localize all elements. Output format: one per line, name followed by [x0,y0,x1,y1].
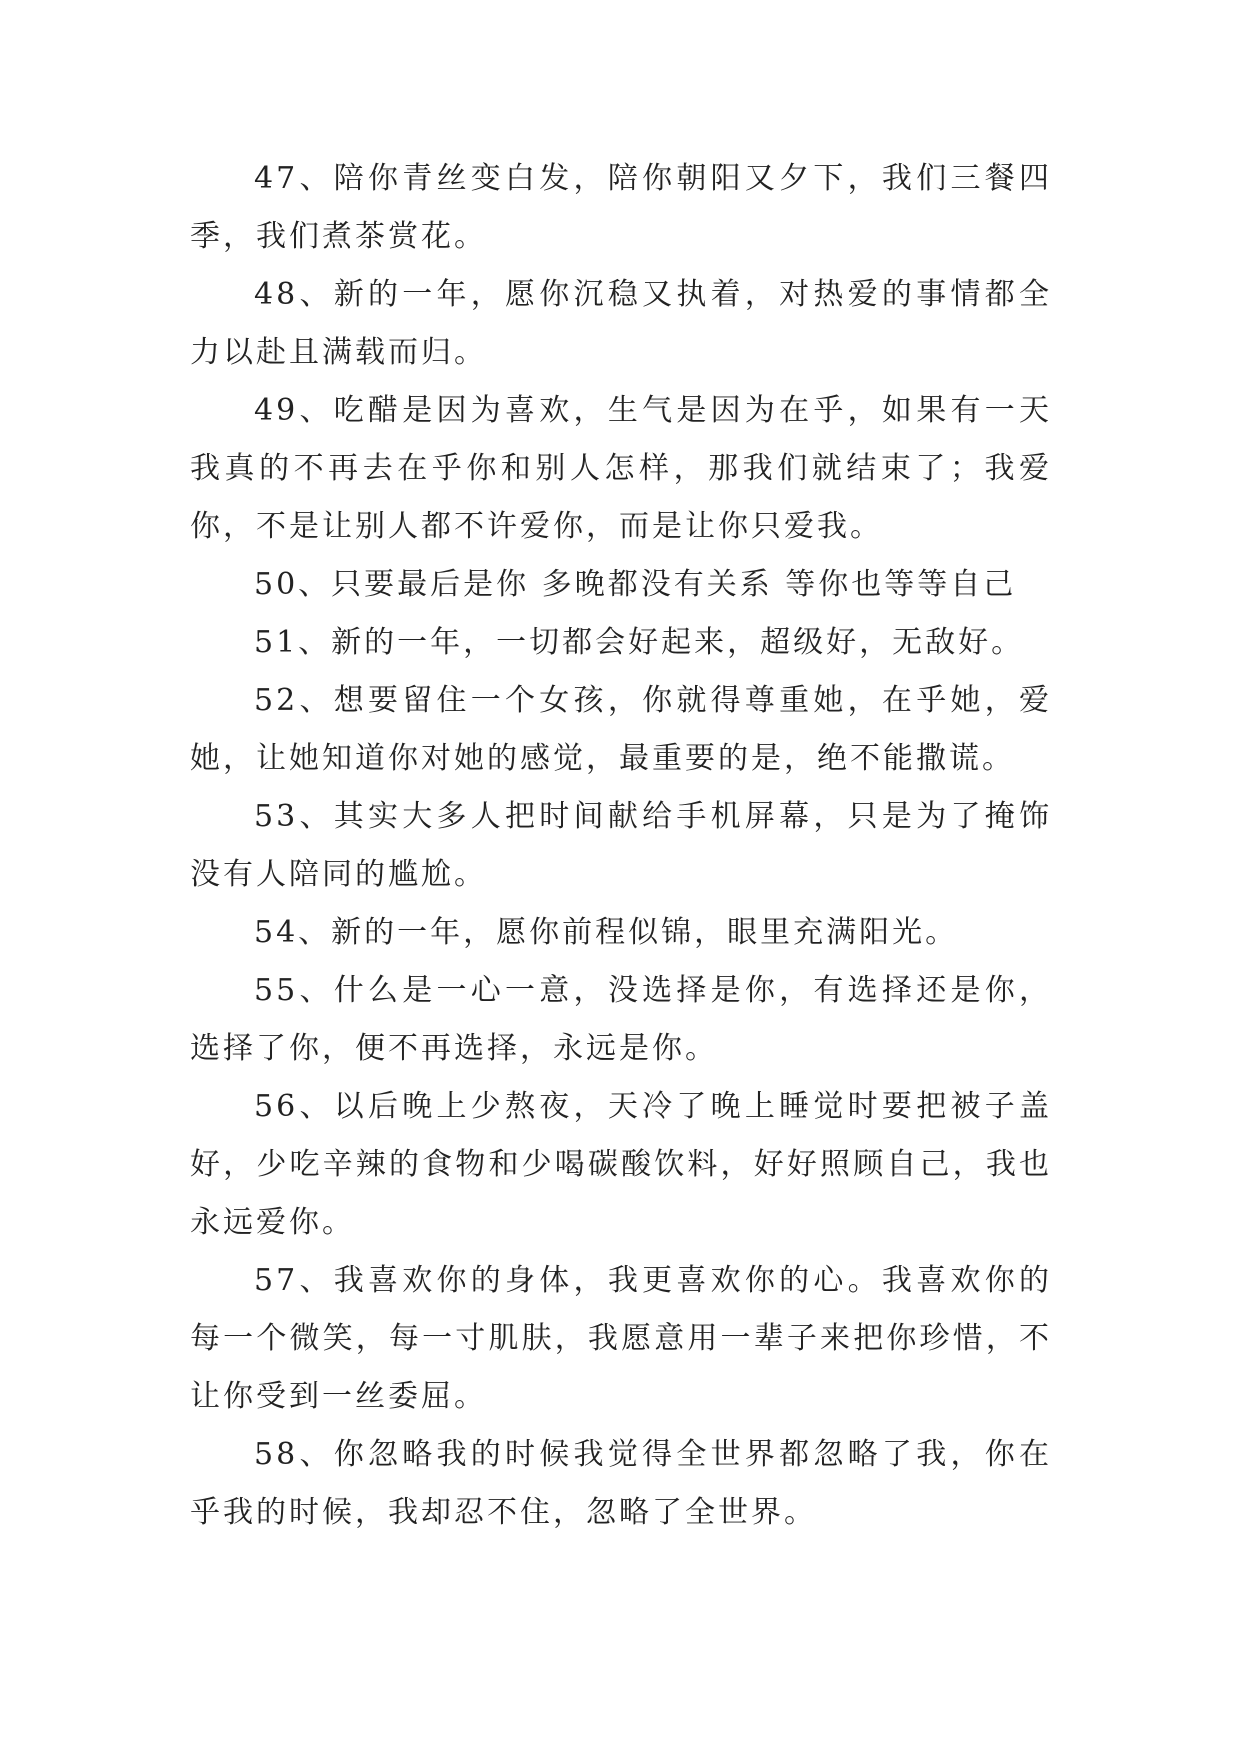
paragraph-48: 48、新的一年，愿你沉稳又执着，对热爱的事情都全力以赴且满载而归。 [190,277,1052,370]
paragraph-50: 50、只要最后是你 多晚都没有关系 等你也等等自己 [254,567,1017,602]
paragraph-58: 58、你忽略我的时候我觉得全世界都忽略了我，你在乎我的时候，我却忍不住，忽略了全世界。 [190,1437,1052,1530]
paragraph-57: 57、我喜欢你的身体，我更喜欢你的心。我喜欢你的每一个微笑，每一寸肌肤，我愿意用一辈子来把你珍惜，不让你受到一丝委屈。 [190,1263,1052,1414]
paragraph-56: 56、以后晚上少熬夜，天冷了晚上睡觉时要把被子盖好，少吃辛辣的食物和少喝碳酸饮料，好好照顾自己，我也永远爱你。 [190,1089,1052,1240]
paragraph-47: 47、陪你青丝变白发，陪你朝阳又夕下，我们三餐四季，我们煮茶赏花。 [190,161,1052,254]
paragraph-53: 53、其实大多人把时间献给手机屏幕，只是为了掩饰没有人陪同的尴尬。 [190,799,1052,892]
paragraph-49: 49、吃醋是因为喜欢，生气是因为在乎，如果有一天我真的不再去在乎你和别人怎样，那我们就结束了；我爱你，不是让别人都不许爱你，而是让你只爱我。 [190,393,1052,544]
paragraph-54: 54、新的一年，愿你前程似锦，眼里充满阳光。 [254,915,959,950]
paragraph-55: 55、什么是一心一意，没选择是你，有选择还是你，选择了你，便不再选择，永远是你。 [190,973,1052,1066]
document-body [190,150,1052,1542]
paragraph-52: 52、想要留住一个女孩，你就得尊重她，在乎她，爱她，让她知道你对她的感觉，最重要的是，绝不能撒谎。 [190,683,1052,776]
paragraph-51: 51、新的一年，一切都会好起来，超级好，无敌好。 [254,625,1025,660]
